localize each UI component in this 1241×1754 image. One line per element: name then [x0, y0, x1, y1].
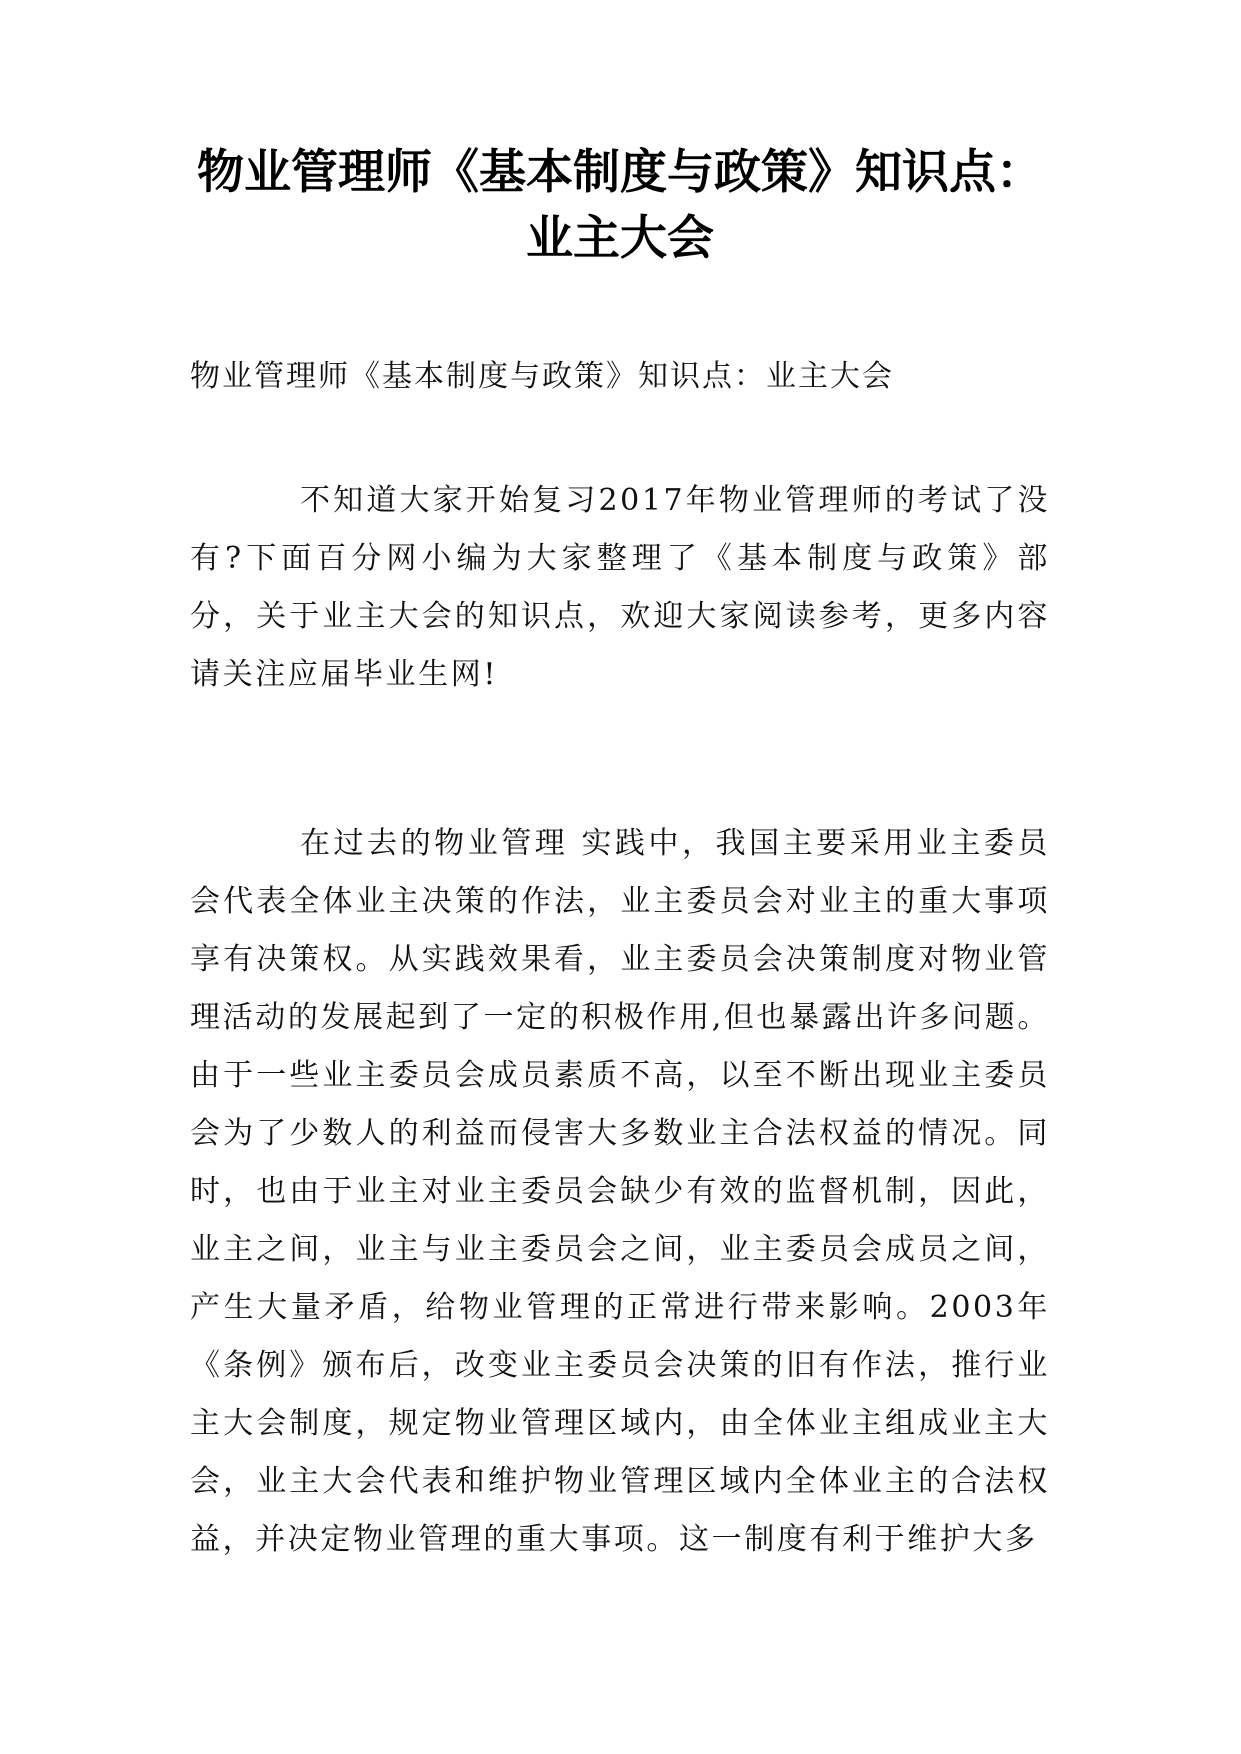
- body-paragraph: 在过去的物业管理 实践中，我国主要采用业主委员会代表全体业主决策的作法，业主委员会对业主的重大事项享有决策权。从实践效果看，业主委员会决策制度对物业管理活动的发展起到了一定的积极作用,但也暴露出许多问题。由于一些业主委员会成员素质不高，以至不断出现业主委员会为了少数人的利益而侵害大多数业主合法权益的情况。同时，也由于业主对业主委员会缺少有效的监督机制，因此，业主之间，业主与业主委员会之间，业主委员会成员之间，产生大量矛盾，给物业管理的正常进行带来影响。2003年《条例》颁布后，改变业主委员会决策的旧有作法，推行业主大会制度，规定物业管理区域内，由全体业主组成业主大会，业主大会代表和维护物业管理区域内全体业主的合法权益，并决定物业管理的重大事项。这一制度有利于维护大多: [190, 826, 1050, 1557]
- intro-paragraph: 不知道大家开始复习2017年物业管理师的考试了没有?下面百分网小编为大家整理了《基本制度与政策》部分，关于业主大会的知识点，欢迎大家阅读参考，更多内容请关注应届毕业生网!: [190, 483, 1050, 692]
- document-subtitle: 物业管理师《基本制度与政策》知识点：业主大会: [190, 359, 894, 394]
- document-title: 物业管理师《基本制度与政策》知识点：业主大会: [197, 145, 1043, 266]
